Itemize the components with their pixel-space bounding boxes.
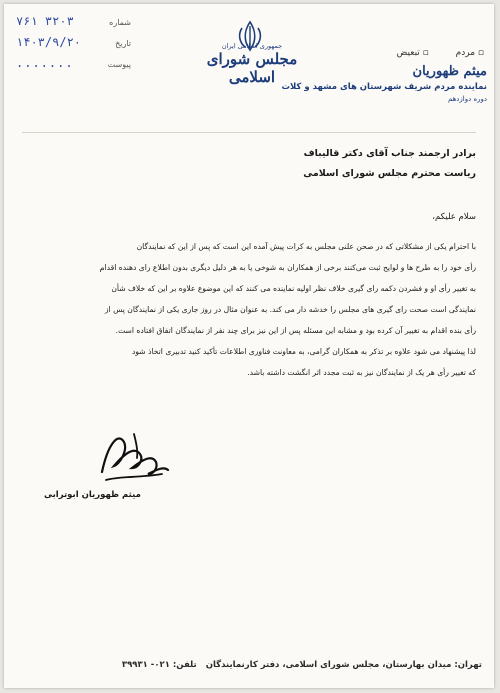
body-line: نمایندگی است صحت رای گیری های مجلس را خدشه دار می کند. به عنوان مثال در روز جاری یکی از نمایندگان پس از bbox=[104, 305, 476, 314]
send-options bbox=[324, 48, 484, 58]
footer-phone-label: تلفن: bbox=[172, 660, 197, 670]
body-line: رأی خود را به طرح ها و لوایح ثبت می‌کنند برخی از همکاران به شوخی یا به هر دلیل دیگری بدون اطلاع رای دهنده اقدام bbox=[99, 263, 476, 272]
header-divider bbox=[22, 132, 476, 133]
republic-label: جمهوری اسلامی ایران bbox=[221, 42, 283, 50]
letter-number: ۳۲۰۳ ۷۶۱ bbox=[16, 14, 74, 28]
greeting: سلام علیکم، bbox=[432, 212, 476, 222]
recipient-line-2: ریاست محترم مجلس شورای اسلامی bbox=[303, 168, 476, 179]
number-row bbox=[16, 14, 131, 28]
attachment-label: پیوست bbox=[107, 60, 131, 69]
date-row bbox=[16, 35, 131, 49]
handwritten-signature bbox=[94, 424, 174, 494]
date-label: تاریخ bbox=[115, 39, 131, 48]
body-line: که تغییر رأی هر یک از نمایندگان نیز به ثبت مجدد اثر انگشت داشته باشد. bbox=[247, 368, 476, 377]
sender-role: نماینده مردم شریف شهرستان های مشهد و کلات bbox=[281, 82, 487, 92]
sender-term: دوره دوازدهم bbox=[447, 95, 487, 103]
footer-phone: ۰۲۱- ۳۹۹۳۱ bbox=[121, 660, 170, 670]
recipient-block bbox=[44, 144, 476, 184]
body-line: به تغییر رأی او و فشردن دکمه رای گیری خلاف نظر اولیه نماینده می کنند که این موضوع علاوه بر این که خلاف شأن bbox=[111, 284, 476, 293]
sender-block bbox=[259, 64, 487, 103]
body-line: لذا پیشنهاد می شود علاوه بر تذکر به همکاران گرامی، به معاونت فناوری اطلاعات تأکید کنید تدبیری اتخاذ شود bbox=[132, 347, 476, 356]
letter-meta bbox=[16, 14, 131, 77]
letter-date: ۱۴۰۳/۹/۲۰ bbox=[16, 35, 82, 49]
footer-address: تهران: میدان بهارستان، مجلس شورای اسلامی، دفتر کارنمایندگان bbox=[205, 660, 482, 670]
attachment-row bbox=[16, 56, 131, 70]
letter-body bbox=[26, 236, 476, 383]
signatory-name: میثم ظهوریان ابوترابی bbox=[44, 490, 141, 500]
letter-footer bbox=[18, 660, 482, 670]
body-line: رأی بنده اقدام به تغییر آن کرده بود و مشابه این مسئله پس از این نیز برای چند نفر از نمایندگان اتفاق افتاده است. bbox=[115, 326, 476, 335]
send-option-2: ▫ تبعیض bbox=[396, 48, 429, 58]
letter-page bbox=[4, 4, 494, 688]
body-line: با احترام یکی از مشکلاتی که در صحن علنی مجلس به کرات پیش آمده این است که پس از این که نمایندگان bbox=[136, 242, 476, 251]
parliament-title: مجلس شورای اسلامی bbox=[206, 50, 298, 86]
recipient-line-1: برادر ارجمند جناب آقای دکتر قالیباف bbox=[303, 148, 476, 159]
number-label: شماره bbox=[109, 18, 131, 27]
attachment-value: ....... bbox=[16, 56, 74, 70]
send-option-1: ▫ مردم bbox=[455, 48, 484, 58]
sender-name: میثم ظهوریان bbox=[412, 64, 487, 79]
